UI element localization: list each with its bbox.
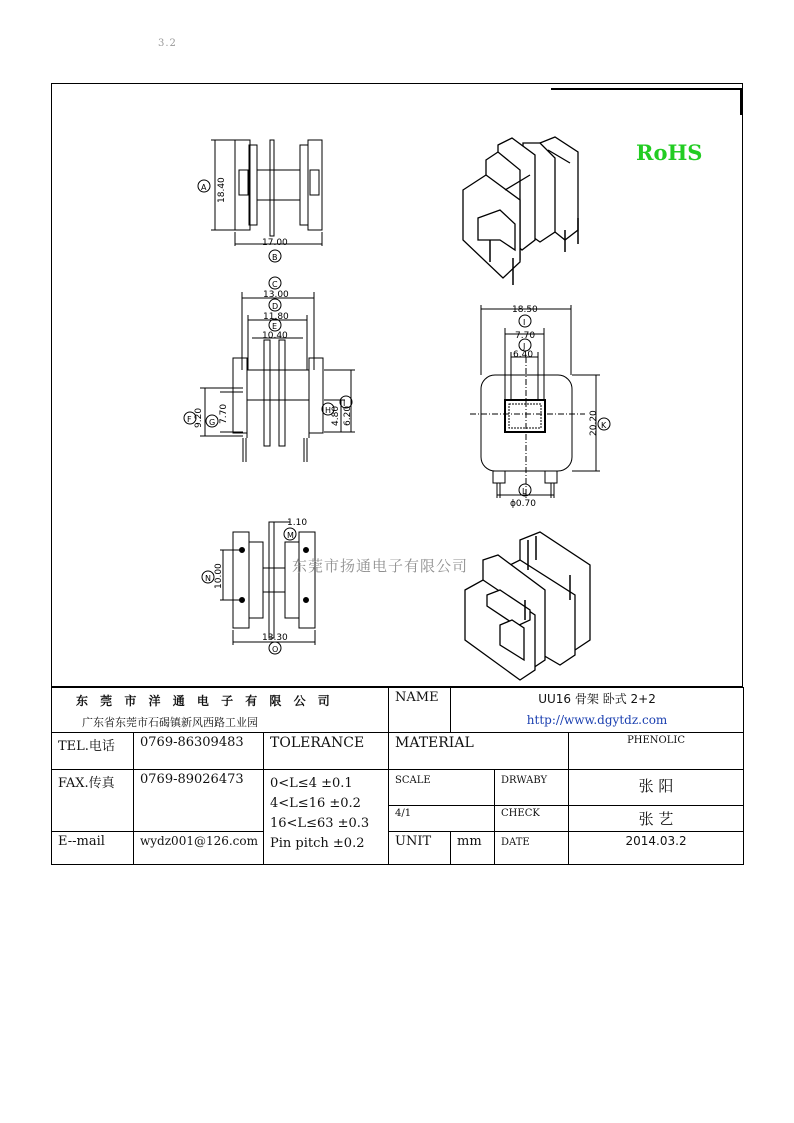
tolerance-label-cell xyxy=(264,733,389,770)
scale-cell xyxy=(389,806,495,832)
callout-a: A xyxy=(201,183,207,192)
dim-g: 7.70 xyxy=(219,403,229,424)
material-value: PHENOLIC xyxy=(627,735,686,746)
unit-value: mm xyxy=(457,834,482,849)
fax-cell xyxy=(134,770,264,832)
check-label: CHECK xyxy=(501,808,540,819)
rohs-mark: RoHS xyxy=(636,140,703,165)
dim-o: 1.10 xyxy=(287,518,308,528)
dim-a: 18.40 xyxy=(217,177,227,203)
tel-label-cell xyxy=(52,733,134,770)
company-name: 东 莞 市 洋 通 电 子 有 限 公 司 xyxy=(76,694,334,708)
unit-label-cell xyxy=(389,832,451,865)
website-link[interactable]: http://www.dgytdz.com xyxy=(526,713,668,727)
callout-j: I xyxy=(523,318,526,327)
check-label-cell xyxy=(495,806,569,832)
tolerance-range-2: 4<L≤16 ±0.2 xyxy=(270,796,361,811)
email-cell xyxy=(134,832,264,865)
callout-c: C xyxy=(272,280,278,289)
email-value: wydz001@126.com xyxy=(140,834,259,848)
drawn-label-cell xyxy=(495,770,569,806)
dim-k: 7.70 xyxy=(515,331,536,341)
email-label-cell xyxy=(52,832,134,865)
tel-value: 0769-86309483 xyxy=(140,735,244,750)
material-cell xyxy=(569,733,744,770)
page-mark: 3.2 xyxy=(158,38,177,49)
dim-d: 11.80 xyxy=(263,312,289,322)
date-label-cell xyxy=(495,832,569,865)
dim-q: 13.30 xyxy=(262,633,288,643)
tolerance-table xyxy=(264,770,389,865)
part-name: UU16 骨架 卧式 2+2 xyxy=(538,692,656,706)
fax-label: FAX.传真 xyxy=(58,776,115,791)
callout-p: N xyxy=(205,574,211,583)
fax-label-cell xyxy=(52,770,134,832)
dim-h: 4.80 xyxy=(331,405,341,426)
company-address: 广东省东莞市石碣镇新风西路工业园 xyxy=(82,716,258,729)
name-label: NAME xyxy=(395,690,439,705)
dim-c: 13.00 xyxy=(263,290,289,300)
part-name-cell xyxy=(451,688,744,733)
dim-i: 6.20 xyxy=(343,405,353,426)
callout-n: L xyxy=(522,487,527,496)
date-cell xyxy=(569,832,744,865)
callout-g: G xyxy=(209,418,216,427)
callout-h: H xyxy=(325,406,332,415)
isometric-view-lower xyxy=(465,532,590,680)
material-label-cell xyxy=(389,733,569,770)
checked-by-cell xyxy=(569,806,744,832)
tel-cell xyxy=(134,733,264,770)
date-value: 2014.03.2 xyxy=(625,834,687,848)
technical-drawing xyxy=(51,83,743,687)
dim-j: 18.50 xyxy=(512,305,538,315)
title-block xyxy=(51,687,744,865)
scale-value: 4/1 xyxy=(395,808,412,819)
dim-m: 20.20 xyxy=(589,410,599,436)
dim-f: 9.20 xyxy=(194,407,204,428)
scale-label: SCALE xyxy=(395,775,431,786)
callout-o: M xyxy=(287,531,294,540)
checked-by-value: 张 艺 xyxy=(638,810,674,828)
bottom-view xyxy=(220,522,315,645)
fax-value: 0769-89026473 xyxy=(140,772,244,787)
dim-p: 10.00 xyxy=(214,563,224,589)
callout-e: E xyxy=(272,322,278,331)
drawn-by-cell xyxy=(569,770,744,806)
top-view xyxy=(211,140,322,246)
callout-f: F xyxy=(187,415,192,424)
drawn-by-value: 张 阳 xyxy=(638,777,674,795)
callout-m: K xyxy=(601,421,607,430)
company-cell xyxy=(52,688,389,733)
dim-e: 10.40 xyxy=(262,331,288,341)
tolerance-pin-pitch: Pin pitch ±0.2 xyxy=(270,836,365,851)
drawn-by-label: DRWABY xyxy=(501,775,548,786)
name-label-cell xyxy=(389,688,451,733)
email-label: E--mail xyxy=(58,834,105,849)
material-label: MATERIAL xyxy=(395,735,474,751)
unit-label: UNIT xyxy=(395,834,432,849)
tolerance-range-3: 16<L≤63 ±0.3 xyxy=(270,816,370,831)
tel-label: TEL.电话 xyxy=(58,739,115,754)
callout-b: B xyxy=(272,253,278,262)
dim-n: ϕ0.70 xyxy=(510,499,536,509)
callout-q: O xyxy=(272,645,279,654)
isometric-view-upper xyxy=(463,137,578,285)
watermark: 东莞市扬通电子有限公司 xyxy=(292,557,469,575)
dim-b: 17.00 xyxy=(262,238,288,248)
callout-k: J xyxy=(523,342,526,351)
date-label: DATE xyxy=(501,837,530,848)
callout-i: I xyxy=(343,399,346,408)
dim-l: 6.40 xyxy=(513,350,534,360)
drawing-corner-mark xyxy=(551,89,741,115)
unit-cell xyxy=(451,832,495,865)
tolerance-label: TOLERANCE xyxy=(270,735,365,751)
tolerance-range-1: 0<L≤4 ±0.1 xyxy=(270,776,353,791)
callout-d: D xyxy=(272,302,279,311)
scale-label-cell xyxy=(389,770,495,806)
